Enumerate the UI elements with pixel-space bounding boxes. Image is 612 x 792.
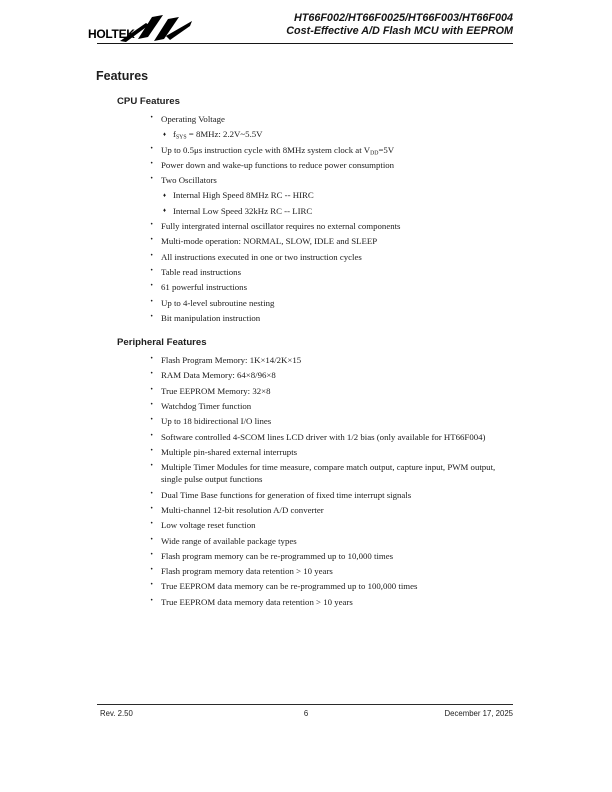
- diamond-bullet-icon: ♦: [163, 208, 167, 215]
- feature-item-text: Power down and wake-up functions to reduce power consumption: [161, 159, 395, 170]
- feature-item-text: Flash Program Memory: 1K×14/2K×15: [161, 355, 302, 366]
- feature-item: [96, 519, 520, 531]
- feature-item: [96, 385, 520, 397]
- dot-bullet-icon: ·: [150, 219, 154, 231]
- feature-item-text: Multi-channel 12-bit resolution A/D converter: [161, 504, 324, 515]
- feature-item: [96, 251, 520, 263]
- feature-item: [96, 535, 520, 547]
- page-title: Features: [96, 69, 149, 83]
- feature-item-text: RAM Data Memory: 64×8/96×8: [161, 370, 276, 381]
- feature-item: [96, 461, 520, 485]
- feature-item: [96, 400, 520, 412]
- feature-item-text: Table read instructions: [161, 266, 241, 277]
- dot-bullet-icon: ·: [150, 502, 154, 514]
- doc-title-line1: HT66F002/HT66F0025/HT66F003/HT66F004: [293, 12, 513, 24]
- feature-item-text: Bit manipulation instruction: [161, 312, 261, 323]
- feature-item: [96, 312, 520, 324]
- dot-bullet-icon: ·: [150, 112, 154, 123]
- dot-bullet-icon: ·: [150, 579, 154, 591]
- dot-bullet-icon: ·: [150, 368, 154, 380]
- feature-item-text: Multiple Timer Modules for time measure, compare match output, capture input, PWM output, single pulse output functions: [161, 462, 496, 485]
- feature-item-text: Flash program memory can be re-programmed up to 10,000 times: [161, 550, 394, 561]
- feature-item: [96, 297, 520, 309]
- feature-item: [96, 550, 520, 562]
- diamond-bullet-icon: ♦: [163, 131, 167, 138]
- feature-item: [96, 174, 520, 186]
- feature-item: [96, 354, 520, 366]
- feature-list: [96, 113, 520, 324]
- feature-item-text: All instructions executed in one or two instruction cycles: [161, 251, 362, 262]
- document-title-block: [286, 12, 513, 38]
- diamond-bullet-icon: ♦: [163, 192, 167, 199]
- feature-item-text: True EEPROM data memory can be re-programmed up to 100,000 times: [161, 581, 418, 592]
- dot-bullet-icon: ·: [150, 234, 154, 246]
- feature-item: [96, 189, 520, 201]
- dot-bullet-icon: ·: [150, 173, 154, 185]
- feature-item: [96, 431, 520, 443]
- feature-item: [96, 415, 520, 427]
- feature-sections: [96, 96, 520, 608]
- feature-item: [96, 144, 520, 156]
- feature-item: [96, 369, 520, 381]
- footer-rule: [97, 704, 513, 705]
- feature-item-text: True EEPROM Memory: 32×8: [161, 385, 271, 396]
- dot-bullet-icon: ·: [150, 548, 154, 560]
- feature-item-text: $f_{SYS} = 8MHz$: 2.2V~5.5V: [173, 129, 263, 141]
- feature-item: [96, 565, 520, 577]
- section-title: CPU Features: [117, 96, 180, 107]
- feature-item: [96, 205, 520, 217]
- dot-bullet-icon: ·: [150, 487, 154, 499]
- footer-page-number: 6: [303, 709, 309, 718]
- dot-bullet-icon: ·: [150, 249, 154, 261]
- feature-item-text: 61 powerful instructions: [161, 282, 248, 293]
- dot-bullet-icon: ·: [150, 444, 154, 456]
- feature-item-text: Operating Voltage: [161, 114, 225, 124]
- feature-item-text: Flash program memory data retention > 10 years: [161, 566, 333, 577]
- dot-bullet-icon: ·: [150, 518, 154, 530]
- feature-item: [96, 159, 520, 171]
- dot-bullet-icon: ·: [150, 310, 154, 322]
- dot-bullet-icon: ·: [150, 414, 154, 426]
- feature-item: [96, 489, 520, 501]
- feature-item-text: Up to 0.5μs instruction cycle with 8MHz system clock at $V_{DD}=5V$: [161, 144, 395, 157]
- feature-item-text: Low voltage reset function: [161, 520, 256, 531]
- feature-item-text: True EEPROM data memory data retention > 10 years: [161, 596, 353, 607]
- holtek-logo: [88, 11, 194, 45]
- feature-item-text: Internal High Speed 8MHz RC -- HIRC: [173, 190, 314, 201]
- feature-item-text: Fully intergrated internal oscillator requires no external components: [161, 221, 401, 232]
- feature-item-text: Up to 4-level subroutine nesting: [161, 297, 275, 308]
- feature-item-text: Wide range of available package types: [161, 535, 297, 546]
- feature-item: [96, 580, 520, 592]
- feature-item-text: Up to 18 bidirectional I/O lines: [161, 416, 272, 427]
- dot-bullet-icon: ·: [150, 383, 154, 395]
- feature-item: [96, 281, 520, 293]
- dot-bullet-icon: ·: [150, 142, 154, 154]
- dot-bullet-icon: ·: [150, 353, 154, 365]
- feature-item-text: Two Oscillators: [161, 175, 217, 186]
- feature-item: [96, 504, 520, 516]
- feature-item: [96, 235, 520, 247]
- dot-bullet-icon: ·: [150, 460, 154, 472]
- feature-item: [96, 266, 520, 278]
- feature-item-text: Dual Time Base functions for generation of fixed time interrupt signals: [161, 489, 412, 500]
- dot-bullet-icon: ·: [150, 594, 154, 606]
- feature-item-text: Watchdog Timer function: [161, 400, 252, 411]
- feature-item-text: Multi-mode operation: NORMAL, SLOW, IDLE and SLEEP: [161, 236, 378, 247]
- footer-date: December 17, 2025: [444, 709, 513, 718]
- feature-item: [96, 220, 520, 232]
- feature-item: [96, 446, 520, 458]
- dot-bullet-icon: ·: [150, 264, 154, 276]
- footer-revision: Rev. 2.50: [100, 709, 133, 718]
- dot-bullet-icon: ·: [150, 429, 154, 441]
- feature-item: [96, 128, 520, 140]
- feature-item-text: Software controlled 4-SCOM lines LCD driver with 1/2 bias (only available for HT66F004): [161, 431, 486, 442]
- dot-bullet-icon: ·: [150, 398, 154, 410]
- section-title: Peripheral Features: [117, 337, 207, 349]
- features-content: [96, 69, 520, 611]
- feature-list: [96, 354, 520, 608]
- holtek-logo-text: HOLTEK: [88, 27, 135, 41]
- feature-item-text: Internal Low Speed 32kHz RC -- LIRC: [173, 205, 313, 216]
- dot-bullet-icon: ·: [150, 564, 154, 576]
- dot-bullet-icon: ·: [150, 295, 154, 307]
- dot-bullet-icon: ·: [150, 280, 154, 292]
- dot-bullet-icon: ·: [150, 157, 154, 169]
- feature-item: [96, 596, 520, 608]
- dot-bullet-icon: ·: [150, 533, 154, 545]
- doc-title-line2: Cost-Effective A/D Flash MCU with EEPROM: [286, 25, 513, 38]
- feature-item: [96, 113, 520, 125]
- feature-item-text: Multiple pin-shared external interrupts: [161, 446, 298, 457]
